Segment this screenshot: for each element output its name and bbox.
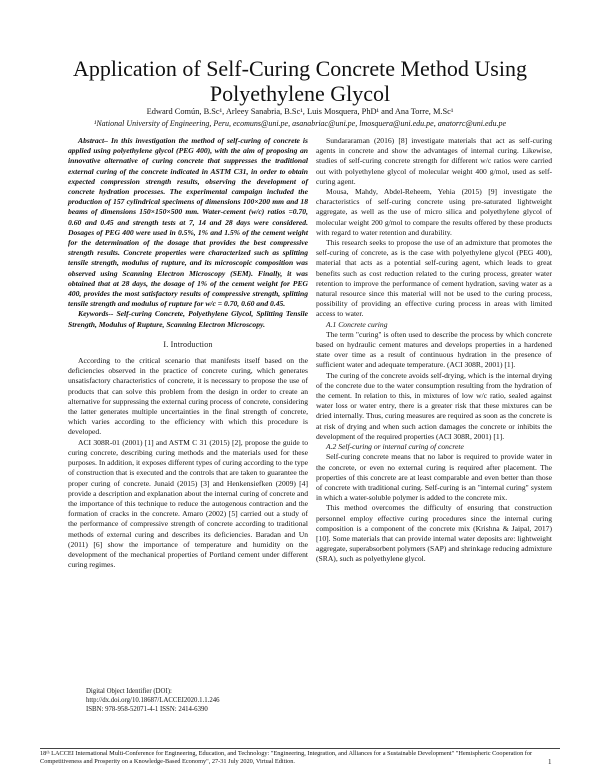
page-number: 1 bbox=[548, 758, 552, 766]
right-paragraph-3: This research seeks to propose the use of an admixture that promotes the self-curing of concrete, as is the case with polyethylene glycol (PEG 400), material that acts as a potential self-curing agent, which leads to great benefits such as cost reduction related to the curing process, greater water retention to improve the performance of cement hydration, saving water as a natural resource since this material will not be used to the curing process, possibility of providing an effective curing process in areas with limited access to water. bbox=[316, 238, 552, 319]
right-column bbox=[316, 136, 552, 565]
a2-paragraph-1: Self-curing concrete means that no labor is required to provide water in the concrete, or even no external curing is required after placement. The properties of this concrete are at least comparable and even better than those of concrete with traditional curing. Self-curing is an "internal curing" system in which a water-soluble polymer is added to the concrete mix. bbox=[316, 452, 552, 503]
a2-paragraph-2: This method overcomes the difficulty of ensuring that construction personnel employ effective curing procedures since the internal curing composition is a component of the concrete mix (Krishna & Jaipal, 2017) [10]. Some materials that can provide internal water deposits are: lightweight aggregate, superabsorbent polymers (SAP) and shrinkage reducing admixture (SRA), such as polyethylene glycol. bbox=[316, 503, 552, 564]
keywords: Keywords-- Self-curing Concrete, Polyethylene Glycol, Splitting Tensile Strength, Modulus of Rupture, Scanning Electron Microscopy. bbox=[68, 309, 308, 329]
left-column bbox=[68, 136, 308, 570]
section-heading-introduction: I. Introduction bbox=[163, 339, 213, 349]
abstract: Abstract– In this investigation the method of self-curing of concrete is applied using polyethylene glycol (PEG 400), with the aim of proposing an innovative alternative of curing concrete that suppresses the traditional external curing of the concrete indicated in ASTM C31, in order to obtain expected compression strength results, observing the development of concrete hydration processes. The experimental campaign included the production of 157 cylindrical specimens of dimensions 100×200 mm and 18 beams of dimensions 150×150×500 mm. Water-cement (w/c) ratios =0.70, 0.60 and 0.45 and strength tests at 7, 14 and 28 days were considered. Dosages of PEG 400 were used in 0.5%, 1% and 1.5% of the cement weight for the determination of the dosage that provides the best compressive strength results. Concrete properties were characterized such as splitting tensile strength, modulus of rupture, and its microscopic composition was observed using Scanning Electron Microscopy (SEM). Finally, it was obtained that at 28 days, the dosage of 1% of the cement weight for PEG 400, provides the most satisfactory results of compressive strength, splitting tensile strength and modulus of rupture for w/c = 0.70, 0.60 and 0.45. bbox=[68, 136, 308, 309]
right-paragraph-1: Sundararaman (2016) [8] investigate materials that act as self-curing agents in concrete and show the advantages of internal curing. Likewise, studies of self-curing concrete strength for different w/c ratios were carried out with polyethylene glycol of molecular weight 400 g/mol, used as self-curing agent. bbox=[316, 136, 552, 186]
subsection-heading-a1: A.1 Concrete curing bbox=[326, 319, 388, 329]
a1-paragraph-2: The curing of the concrete avoids self-drying, which is the internal drying of the concrete due to the water consumption resulting from the hydration of the cement. In relation to this, in mixtures of low w/c ratio, sealed against water loss or water entry, there is a greater risk that these mixtures can be dried internally. Thus, curing measures are required as soon as the concrete is at risk of drying and when such action damages the concrete or inhibits the development of the required properties (ACI 308R, 2001) [1]. bbox=[316, 370, 552, 441]
title-line-1: Application of Self-Curing Concrete Method Using bbox=[73, 56, 527, 81]
paper-title bbox=[30, 56, 570, 106]
title-line-2: Polyethylene Glycol bbox=[209, 81, 391, 106]
doi-block bbox=[86, 688, 306, 714]
authors: Edward Común, B.Sc¹, Arleey Sanabria, B.Sc¹, Luis Mosquera, PhD¹ and Ana Torre, M.Sc¹ bbox=[146, 107, 454, 116]
a1-paragraph-1: The term "curing" is often used to describe the process by which concrete based on hydraulic cement matures and develops properties in a hardened state over time as a result of continuous hydration in the presence of sufficient water and adequate temperature. (ACI 308R, 2001) [1]. bbox=[316, 329, 552, 370]
doi-link[interactable]: http://dx.doi.org/10.18687/LACCEI2020.1.1.246 bbox=[86, 696, 220, 704]
subsection-heading-a2: A.2 Self-curing or internal curing of concrete bbox=[326, 442, 464, 452]
intro-paragraph-2: ACI 308R-01 (2001) [1] and ASTM C 31 (2015) [2], propose the guide to curing concrete, describing curing methods and the materials used for these purposes. In addition, it exposes different types of curing according to the type of construction that is executed and the controls that are taken to guarantee the proper curing of concrete. Junaid (2015) [3] and Henkensiefken (2009) [4] provide a description and explanation about the internal curing of concrete and the importance of this technique to reduce the autogenous contraction and the formation of cracks in the concrete. Amaro (2002) [5] carried out a study of the performance of compressive strength of concrete according to traditional methods of external curing and describes its deficiencies. Baradan and Un (2011) [6] show the importance of temperature and humidity on the development of the mechanical properties of Portland cement under different curing regimes. bbox=[68, 437, 308, 570]
isbn-issn: ISBN: 978-958-52071-4-1 ISSN: 2414-6390 bbox=[86, 705, 208, 713]
right-paragraph-2: Mousa, Mahdy, Abdel-Reheem, Yehia (2015) [9] investigate the characteristics of self-curing concrete using pre-saturated lightweight aggregate, as well as the use of micro silica and polyethylene glycol of molecular weight 200 g/mol to compare the results offered by these products with regard to water retention and durability. bbox=[316, 187, 552, 237]
conference-footer: 18ᵗʰ LACCEI International Multi-Conference for Engineering, Education, and Technology: "Engineering, Integration, and Alliances for a Sustainable Development" "Hemispheric Cooperation for Competitiveness and Prosperity on a Knowledge-Based Economy", 27-31 July 2020, Virtual Edition. bbox=[40, 750, 533, 766]
footer-rule bbox=[40, 748, 560, 749]
affiliation: ¹National University of Engineering, Peru, ecomuns@uni.pe, asanabriac@uni.pe, lmosquera@uni.edu.pe, anatorrc@uni.edu.pe bbox=[93, 119, 507, 128]
doi-label: Digital Object Identifier (DOI): bbox=[86, 688, 172, 695]
intro-paragraph-1: According to the critical scenario that manifests itself based on the deficiencies observed in the practice of concrete curing, which generates unsatisfactory characteristics of concrete, it is necessary to propose the use of products that can solve this problem from the design in order to create an alternative for suppressing the external curing process of concrete, considering the latter generates multiple uncertainties in the final strength of concrete, which varies according to the efficiency with which this procedure is developed. bbox=[68, 356, 308, 437]
